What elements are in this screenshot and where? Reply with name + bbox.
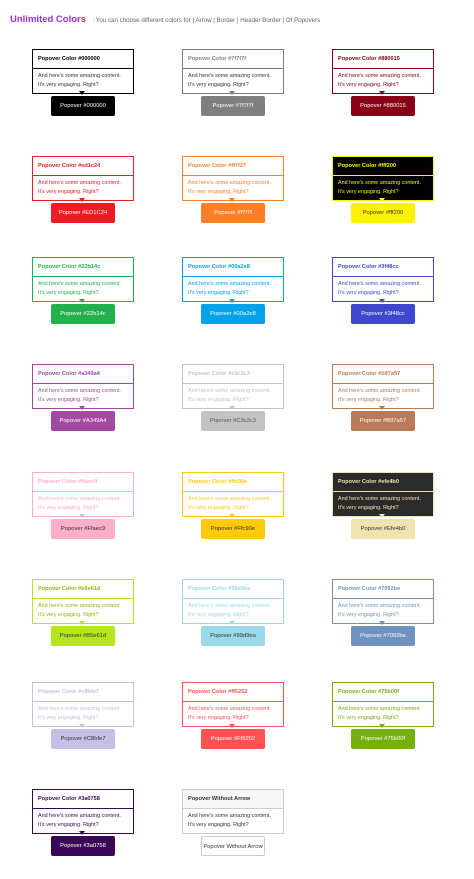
popover-trigger-button[interactable]: Popover #A349A4 xyxy=(51,411,115,431)
popover-arrow xyxy=(379,621,385,625)
popover-content: And here's some amazing content. It's very engaging. Right? xyxy=(33,702,133,726)
popover-trigger-button[interactable]: Popover #fff200 xyxy=(351,203,415,223)
popover-trigger-button[interactable]: Popover #ED1C24 xyxy=(51,203,115,223)
popover-demo xyxy=(32,364,136,454)
popover-trigger-button[interactable]: Popover #3a0758 xyxy=(51,836,115,856)
popover-arrow xyxy=(229,514,235,518)
popover xyxy=(182,789,284,834)
popover-content: And here's some amazing content. It's very engaging. Right? xyxy=(33,277,133,301)
popover-arrow xyxy=(79,621,85,625)
popover xyxy=(32,682,134,727)
popover xyxy=(182,682,284,727)
popover-arrow xyxy=(379,299,385,303)
popover xyxy=(32,156,134,201)
popover-arrow xyxy=(79,831,85,835)
popover-arrow xyxy=(379,91,385,95)
popover-trigger-button[interactable]: Popover #C3c3c3 xyxy=(201,411,265,431)
popover-demo xyxy=(332,579,436,669)
popover-demo xyxy=(32,789,136,879)
popover-demo xyxy=(182,789,286,879)
popover-trigger-button[interactable]: Popover #Ffc90e xyxy=(201,519,265,539)
popover-title: Popover Color #c3c3c3 xyxy=(183,365,283,384)
popover-trigger-button[interactable]: Popover #22b14c xyxy=(51,304,115,324)
popover-demo xyxy=(182,49,286,139)
popover-title: Popover Color #fff200 xyxy=(333,157,433,176)
popover-content: And here's some amazing content. It's very engaging. Right? xyxy=(33,384,133,408)
popover-content: And here's some amazing content. It's very engaging. Right? xyxy=(333,492,433,516)
popover-content: And here's some amazing content. It's very engaging. Right? xyxy=(333,384,433,408)
popover-demo xyxy=(32,579,136,669)
popover-content: And here's some amazing content. It's very engaging. Right? xyxy=(33,599,133,623)
popover-content: And here's some amazing content. It's very engaging. Right? xyxy=(333,599,433,623)
popover xyxy=(32,49,134,94)
popover-trigger-button[interactable]: Popover #Ffaec9 xyxy=(51,519,115,539)
popover-content: And here's some amazing content. It's very engaging. Right? xyxy=(333,69,433,93)
popover-content: And here's some amazing content. It's very engaging. Right? xyxy=(183,277,283,301)
popover xyxy=(182,49,284,94)
popover-title: Popover Color #75b00f xyxy=(333,683,433,702)
popover-trigger-button[interactable]: Popover #99d9ea xyxy=(201,626,265,646)
popover-arrow xyxy=(379,198,385,202)
popover-demo xyxy=(182,472,286,562)
popover xyxy=(332,156,434,201)
popover xyxy=(32,789,134,834)
popover-content: And here's some amazing content. It's very engaging. Right? xyxy=(333,176,433,200)
section-header xyxy=(10,9,470,25)
popover-title: Popover Color #000000 xyxy=(33,50,133,69)
popover xyxy=(32,364,134,409)
popover-demo xyxy=(32,682,136,772)
popover-title: Popover Color #22b14c xyxy=(33,258,133,277)
popover-trigger-button[interactable]: Popover Without Arrow xyxy=(201,836,265,856)
popover-title: Popover Color #ffaec9 xyxy=(33,473,133,492)
popover-demo xyxy=(32,156,136,246)
popover xyxy=(332,682,434,727)
popover-trigger-button[interactable]: Popover #f7f7f xyxy=(201,203,265,223)
popover-arrow xyxy=(229,406,235,410)
popover-arrow xyxy=(379,406,385,410)
popover-arrow xyxy=(229,198,235,202)
popover-content: And here's some amazing content. It's very engaging. Right? xyxy=(183,69,283,93)
popover-title: Popover Color #99d9ea xyxy=(183,580,283,599)
popover-trigger-button[interactable]: Popover #Efe4b0 xyxy=(351,519,415,539)
popover xyxy=(32,257,134,302)
popover-content: And here's some amazing content. It's very engaging. Right? xyxy=(183,599,283,623)
popover xyxy=(182,579,284,624)
popover-title: Popover Color #ed1c24 xyxy=(33,157,133,176)
popover-content: And here's some amazing content. It's very engaging. Right? xyxy=(33,809,133,833)
popover-title: Popover Color #efe4b0 xyxy=(333,473,433,492)
popover-arrow xyxy=(79,724,85,728)
popover-demo xyxy=(182,364,286,454)
popover-arrow xyxy=(79,514,85,518)
popover-title: Popover Color #ff5252 xyxy=(183,683,283,702)
popover-arrow xyxy=(229,724,235,728)
popover-demo xyxy=(332,364,436,454)
popover-arrow xyxy=(79,406,85,410)
popover-title: Popover Without Arrow xyxy=(183,790,283,809)
popover-content: And here's some amazing content. It's very engaging. Right? xyxy=(33,492,133,516)
popover-trigger-button[interactable]: Popover #75b00f xyxy=(351,729,415,749)
popover-title: Popover Color #3f48cc xyxy=(333,258,433,277)
popover-content: And here's some amazing content. It's very engaging. Right? xyxy=(183,809,283,833)
popover-content: And here's some amazing content. It's very engaging. Right? xyxy=(183,492,283,516)
popover-demo xyxy=(32,257,136,347)
popover xyxy=(332,364,434,409)
popover-demo xyxy=(32,472,136,562)
popover xyxy=(32,472,134,517)
popover-title: Popover Color #7092be xyxy=(333,580,433,599)
popover-trigger-button[interactable]: Popover #00a2e8 xyxy=(201,304,265,324)
popover xyxy=(332,257,434,302)
popover-trigger-button[interactable]: Popover #B5e61d xyxy=(51,626,115,646)
popover-demo xyxy=(332,472,436,562)
popover-demo xyxy=(182,579,286,669)
popover-trigger-button[interactable]: Popover #880015 xyxy=(351,96,415,116)
popover xyxy=(182,156,284,201)
popover-demo xyxy=(332,49,436,139)
popover-title: Popover Color #ff7f27 xyxy=(183,157,283,176)
popover-trigger-button[interactable]: Popover #B97a57 xyxy=(351,411,415,431)
section-subtitle: : You can choose different colors for | Arrow | Border | Header Border | Of Popovers xyxy=(92,17,321,24)
popover xyxy=(182,364,284,409)
popover-content: And here's some amazing content. It's very engaging. Right? xyxy=(183,702,283,726)
popover-title: Popover Color #b97a57 xyxy=(333,365,433,384)
popover-title: Popover Color #7f7f7f xyxy=(183,50,283,69)
popover-demo xyxy=(182,257,286,347)
popover-demo xyxy=(332,156,436,246)
popover xyxy=(332,472,434,517)
popover-arrow xyxy=(79,91,85,95)
popover-content: And here's some amazing content. It's very engaging. Right? xyxy=(183,176,283,200)
popover-arrow xyxy=(229,91,235,95)
popover-content: And here's some amazing content. It's very engaging. Right? xyxy=(33,69,133,93)
popover-trigger-button[interactable]: Popover #7f7f7f xyxy=(201,96,265,116)
popover-trigger-button[interactable]: Popover #Ff5252 xyxy=(201,729,265,749)
popover xyxy=(332,49,434,94)
popover-title: Popover Color #b5e61d xyxy=(33,580,133,599)
popover-title: Popover Color #a349a4 xyxy=(33,365,133,384)
popover-trigger-button[interactable]: Popover #000000 xyxy=(51,96,115,116)
popover xyxy=(182,257,284,302)
popover-demo xyxy=(182,156,286,246)
popover-demo xyxy=(332,257,436,347)
popover-demo xyxy=(332,682,436,772)
popover-arrow xyxy=(79,198,85,202)
popover-content: And here's some amazing content. It's very engaging. Right? xyxy=(33,176,133,200)
popover-arrow xyxy=(379,724,385,728)
popover-title: Popover Color #880015 xyxy=(333,50,433,69)
popover-title: Popover Color #3a0758 xyxy=(33,790,133,809)
popover-content: And here's some amazing content. It's very engaging. Right? xyxy=(183,384,283,408)
popover-title: Popover Color #00a2e8 xyxy=(183,258,283,277)
popover-arrow xyxy=(379,514,385,518)
popover xyxy=(32,579,134,624)
popover-title: Popover Color #c8bfe7 xyxy=(33,683,133,702)
popover xyxy=(182,472,284,517)
popover-arrow xyxy=(229,299,235,303)
popover-title: Popover Color #ffc90e xyxy=(183,473,283,492)
popover-arrow xyxy=(229,621,235,625)
popover-trigger-button[interactable]: Popover #7092be xyxy=(351,626,415,646)
popover-arrow xyxy=(79,299,85,303)
popover-demo xyxy=(182,682,286,772)
popover xyxy=(332,579,434,624)
popover-content: And here's some amazing content. It's very engaging. Right? xyxy=(333,702,433,726)
popover-trigger-button[interactable]: Popover #3f48cc xyxy=(351,304,415,324)
popover-demo xyxy=(32,49,136,139)
popover-content: And here's some amazing content. It's very engaging. Right? xyxy=(333,277,433,301)
popover-trigger-button[interactable]: Popover #C8bfe7 xyxy=(51,729,115,749)
section-title: Unlimited Colors xyxy=(10,14,87,25)
